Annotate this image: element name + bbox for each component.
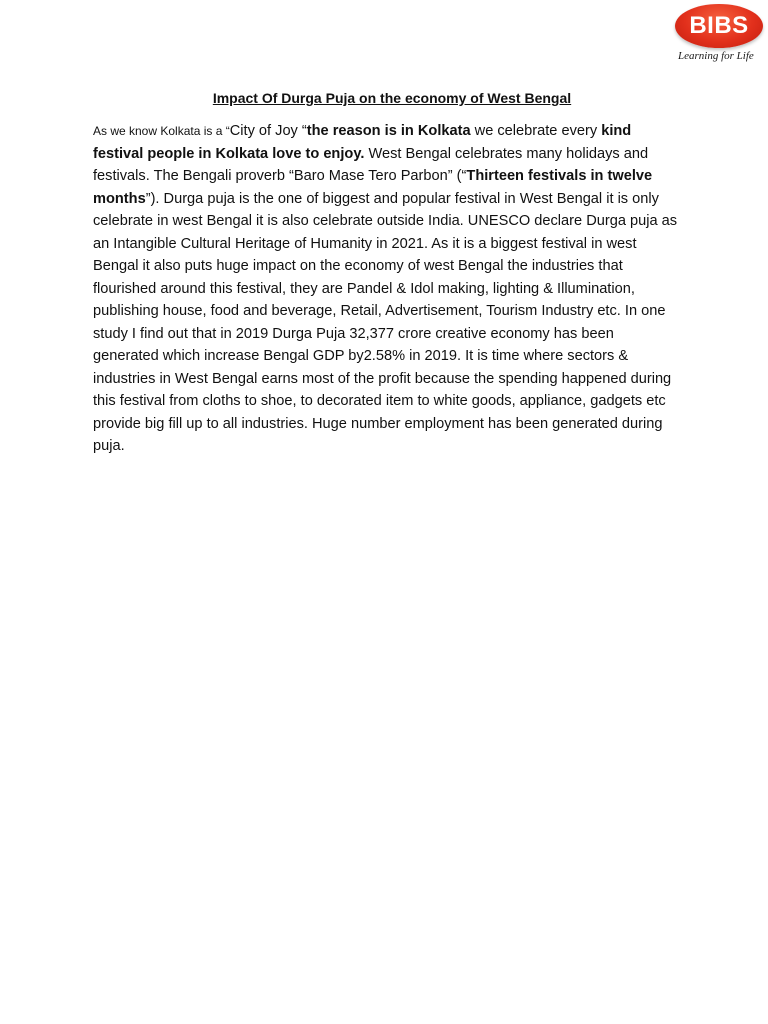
paragraph-rest: ”). Durga puja is the one of biggest and popular festival in West Bengal it is only celebrate in west Bengal it is also celebrate outside India. UNESCO declare Durga puja as an Intangible Cultural Heritage of Humanity in 2021. As it is a biggest festival in west Bengal it also puts huge impact on the economy of west Bengal the industries that flourished around this festival, they are Pandel & Idol making, lighting & Illumination, publishing house, food and beverage, Retail, Advertisement, Tourism Industry etc. In one study I find out that in 2019 Durga Puja 32,377 crore creative economy has been generated which increase Bengal GDP by2.58% in 2019. It is time where sectors & industries in West Bengal earns most of the profit because the spending happened during this festival from cloths to shoe, to decorated item to white goods, appliance, gadgets etc provide big fill up to all industries. Huge number employment has been generated during puja. [93, 190, 678, 454]
paragraph-holidays: West Bengal celebrates many holidays and festivals. The Bengali proverb “Baro Mase Tero Parbon” (“ [93, 145, 649, 184]
paragraph-intro: As we know Kolkata is a “ [93, 124, 230, 138]
logo-tagline: Learning for Life [678, 50, 754, 62]
bibs-logo [672, 4, 764, 64]
paragraph-thirteen-festivals-bold: Thirteen festivals in twelve months [93, 168, 653, 207]
logo-oval [675, 4, 763, 48]
document-title: Impact Of Durga Puja on the economy of West Bengal [212, 90, 572, 106]
paragraph-after-reason: we celebrate every [470, 123, 602, 139]
paragraph-reason-bold: the reason is in Kolkata [306, 123, 471, 139]
logo-brand-text: BIBS [689, 12, 749, 39]
paragraph-city-of-joy: City of Joy “ [229, 123, 307, 139]
document-paragraph [93, 120, 683, 458]
paragraph-kind-festival-bold: kind festival people in Kolkata love to enjoy. [93, 123, 632, 162]
